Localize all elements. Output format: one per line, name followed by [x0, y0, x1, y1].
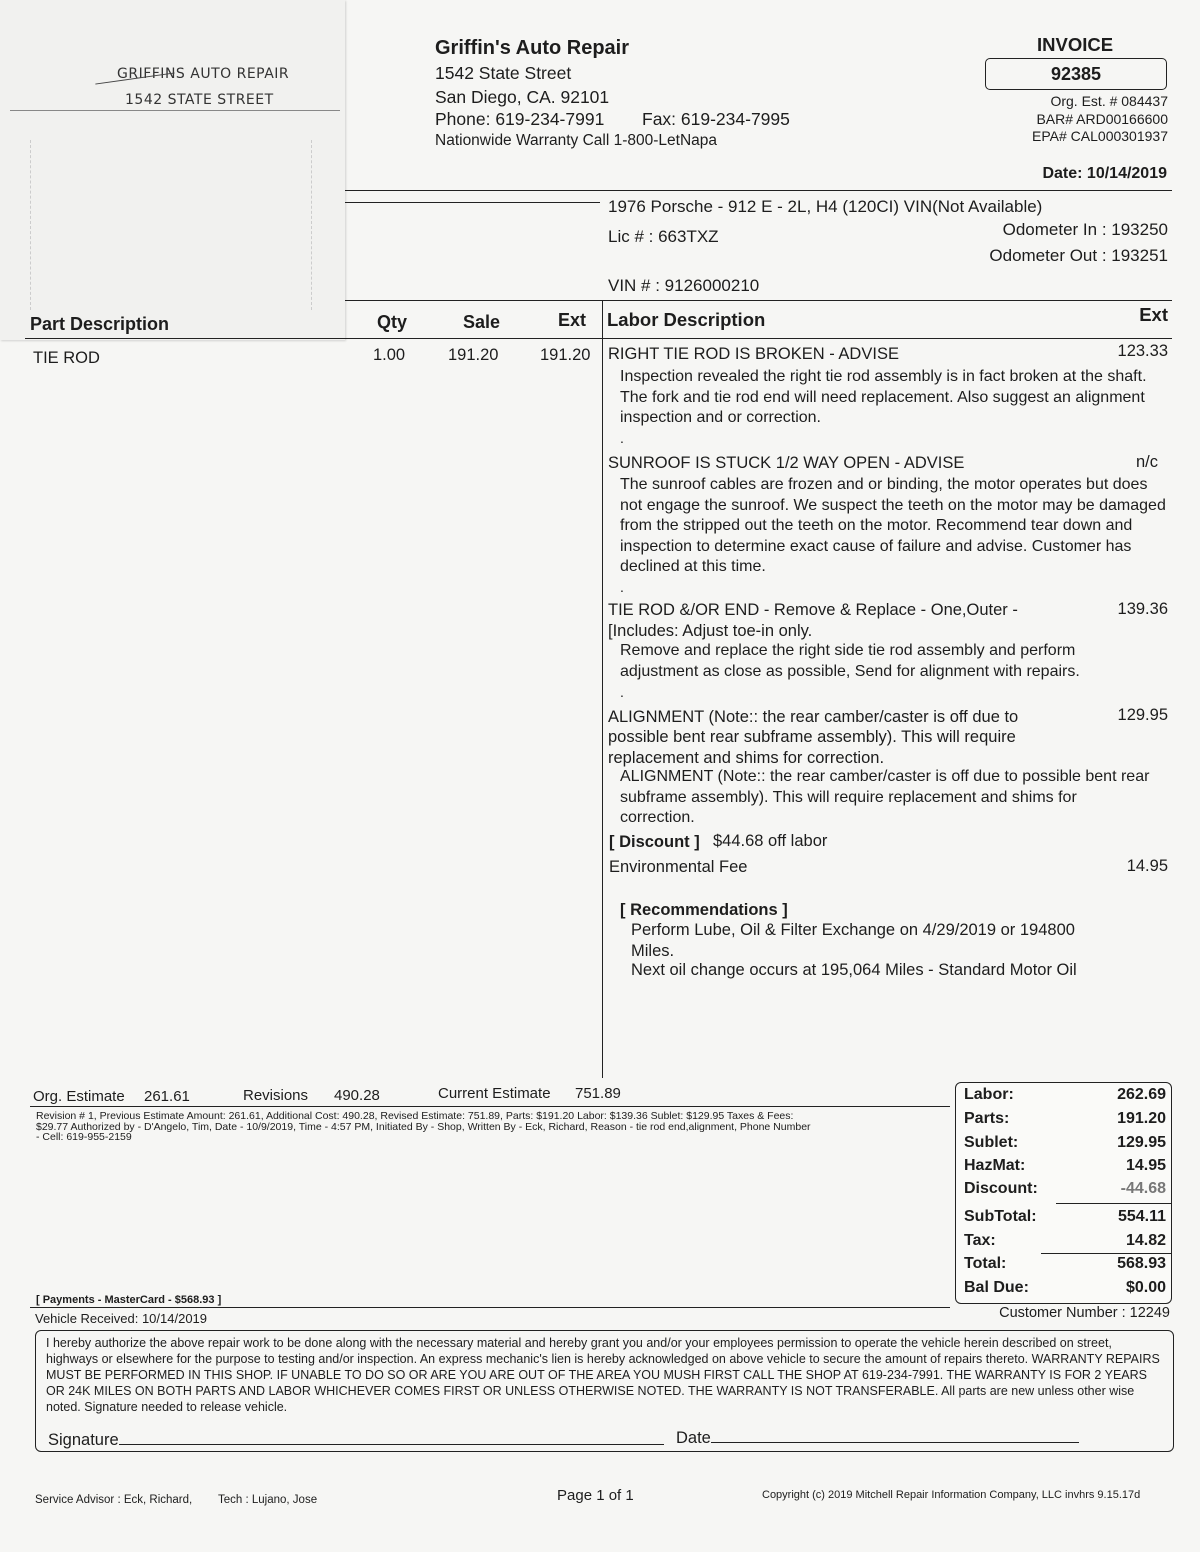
subtotal-label: SubTotal: [964, 1208, 1037, 1225]
labor-detail: The sunroof cables are frozen and or binding, the motor operates but does not engage the sunroof. We suspect the teeth on the motor may be damaged from the stripped out the teeth on the motor. Recommend tear down and inspection to determine exact cause of failure and advise. Customer has declined at this time. [620, 476, 1166, 575]
qty-header: Qty [377, 312, 408, 332]
totals-row [964, 1086, 1166, 1104]
parts-total-value: 191.20 [1117, 1110, 1166, 1127]
labor-description-header: Labor Description [607, 309, 766, 330]
tax-label: Tax: [964, 1232, 996, 1249]
org-estimate-value: 261.61 [144, 1088, 190, 1105]
labor-title: TIE ROD &/OR END - Remove & Replace - One,Outer - [608, 601, 1018, 619]
shop-fax: Fax: 619-234-7995 [642, 109, 790, 129]
terms-box [35, 1330, 1174, 1452]
signature-label: Signature [48, 1431, 119, 1449]
revisions-value: 490.28 [334, 1087, 380, 1104]
totals-row [964, 1255, 1166, 1273]
labor-ext: n/c [1135, 453, 1158, 471]
subtotal-value: 554.11 [1117, 1208, 1166, 1225]
terms-text: I hereby authorize the above repair work to be done along with the necessary material and hereby grant you and/or your employees permission to operate the vehicle herein described on street, highways or elsewhere for the purpose to testing and/or inspection. An express mechanic's lien is hereby acknowledged on above vehicle to secure the amount of repairs thereto. WARRANTY REPAIRS MUST BE PERFORMED IN THIS SHOP. IF UNABLE TO DO SO OR ARE YOU ARE OUT OF THE AREA YOU MUSH FIRST CALL THE SHOP AT 619-234-7991. THE WARRANTY IS FOR 2 YEARS OR 24K MILES ON BOTH PARTS AND LABOR WHICHEVER COMES FIRST OR UNLESS OTHERWISE NOTED. THE WARRANTY IS NOT TRANSFERABLE. All parts are new unless other wise noted. Signature needed to release vehicle. [46, 1336, 1160, 1414]
labor-title: ALIGNMENT (Note:: the rear camber/caster is off due to [608, 708, 1019, 726]
note-line-1: GRIFFINS AUTO REPAIR [117, 66, 290, 82]
customer-number: Customer Number : 12249 [999, 1305, 1170, 1321]
estimate-rule [30, 1106, 950, 1107]
sale-header: Sale [463, 312, 501, 332]
signature-field[interactable] [119, 1428, 664, 1445]
current-estimate-label: Current Estimate [438, 1085, 551, 1102]
sublet-total-label: Sublet: [964, 1134, 1019, 1151]
hazmat-total-label: HazMat: [964, 1157, 1026, 1174]
parts-total-label: Parts: [964, 1110, 1010, 1127]
labor-ext: 129.95 [1117, 706, 1168, 724]
date-field[interactable] [711, 1426, 1079, 1443]
environmental-fee-value: 14.95 [1126, 857, 1168, 875]
hazmat-total-value: 14.95 [1125, 1157, 1166, 1174]
discount-total-label: Discount: [964, 1180, 1038, 1197]
payments-text: [ Payments - MasterCard - $568.93 ] [36, 1294, 222, 1306]
org-estimate-label: Org. Estimate [33, 1088, 125, 1105]
totals-box [955, 1082, 1172, 1304]
odometer-in: Odometer In : 193250 [1002, 220, 1168, 239]
totals-row [964, 1232, 1166, 1250]
part-ext: 191.20 [540, 346, 591, 364]
labor-ext: 123.33 [1117, 342, 1168, 360]
stapled-note [0, 0, 345, 340]
labor-title-line2: [Includes: Adjust toe-in only. [608, 622, 813, 640]
table-top-rule [345, 300, 1172, 301]
balance-due-label: Bal Due: [964, 1279, 1029, 1296]
shop-warranty: Nationwide Warranty Call 1-800-LetNapa [435, 132, 718, 149]
recommendations-title: [ Recommendations ] [620, 901, 788, 919]
header-bottom-rule [25, 338, 1172, 339]
total-rule [1041, 1253, 1171, 1254]
discount-total-value: -44.68 [1120, 1180, 1166, 1197]
column-divider [602, 300, 603, 1078]
current-estimate-value: 751.89 [575, 1085, 621, 1102]
discount-text: $44.68 off labor [713, 832, 828, 850]
labor-title-line3: replacement and shims for correction. [608, 749, 885, 767]
note-faint-writing [30, 140, 312, 310]
service-advisor: Service Advisor : Eck, Richard, [35, 1494, 193, 1506]
shop-phone: Phone: 619-234-7991 [435, 109, 605, 129]
signature-line[interactable] [48, 1428, 664, 1450]
shop-street: 1542 State Street [435, 63, 572, 83]
vehicle-description: 1976 Porsche - 912 E - 2L, H4 (120CI) VIN(Not Available) [608, 197, 1043, 216]
subtotal-rule [1056, 1203, 1171, 1204]
header-rule [345, 190, 1172, 191]
part-description-header: Part Description [30, 314, 170, 334]
payments-rule [30, 1307, 950, 1308]
part-ext-header: Ext [558, 310, 587, 330]
labor-detail: Remove and replace the right side tie rod assembly and perform adjustment as close as possible, Send for alignment with repairs. [620, 642, 1080, 680]
labor-total-value: 262.69 [1117, 1086, 1166, 1103]
labor-total-label: Labor: [964, 1086, 1014, 1103]
revisions-label: Revisions [243, 1087, 309, 1104]
note-line-2: 1542 STATE STREET [125, 92, 274, 108]
recommendation-line: Next oil change occurs at 195,064 Miles - Standard Motor Oil [631, 961, 1077, 979]
labor-title: RIGHT TIE ROD IS BROKEN - ADVISE [608, 345, 899, 363]
vehicle-vin: VIN # : 9126000210 [608, 276, 760, 295]
labor-detail: Inspection revealed the right tie rod assembly is in fact broken at the shaft. The fork and tie rod end will need replacement. Also suggest an alignment inspection and or correction. [620, 368, 1147, 426]
totals-row [964, 1157, 1166, 1175]
date-line[interactable] [676, 1426, 1079, 1448]
totals-row [964, 1180, 1166, 1198]
total-value: 568.93 [1117, 1255, 1166, 1272]
org-est: Org. Est. # 084437 [1050, 93, 1168, 109]
header-rule-left [345, 202, 600, 203]
sublet-total-value: 129.95 [1117, 1134, 1166, 1151]
part-sale: 191.20 [448, 346, 499, 364]
shop-name: Griffin's Auto Repair [435, 37, 630, 59]
environmental-fee-label: Environmental Fee [609, 858, 748, 876]
labor-ext: 139.36 [1117, 600, 1168, 618]
note-divider [10, 110, 340, 111]
copyright: Copyright (c) 2019 Mitchell Repair Information Company, LLC invhrs 9.15.17d [762, 1489, 1141, 1501]
totals-row [964, 1134, 1166, 1152]
invoice-title: INVOICE [1037, 34, 1114, 55]
invoice-number: 92385 [985, 58, 1167, 90]
discount-label: [ Discount ] [609, 833, 700, 851]
odometer-out: Odometer Out : 193251 [989, 246, 1168, 265]
shop-city: San Diego, CA. 92101 [435, 87, 610, 107]
invoice-date: Date: 10/14/2019 [1042, 165, 1167, 182]
epa-number: EPA# CAL000301937 [1032, 128, 1168, 144]
totals-row [964, 1208, 1166, 1226]
labor-ext-header: Ext [1139, 304, 1168, 325]
labor-title: SUNROOF IS STUCK 1/2 WAY OPEN - ADVISE [608, 454, 965, 472]
recommendation-line: Miles. [631, 942, 675, 960]
labor-detail: ALIGNMENT (Note:: the rear camber/caster is off due to possible bent rear subframe assembly). This will require replacement and shims for correction. [620, 768, 1150, 826]
bar-number: BAR# ARD00166600 [1036, 111, 1168, 127]
technician: Tech : Lujano, Jose [218, 1494, 318, 1506]
vehicle-lic: Lic # : 663TXZ [608, 227, 719, 246]
part-qty: 1.00 [373, 346, 406, 364]
labor-dot: . [620, 684, 624, 700]
total-label: Total: [964, 1255, 1007, 1272]
labor-dot: . [620, 430, 624, 446]
date-label: Date [676, 1429, 711, 1447]
totals-row [964, 1279, 1166, 1297]
part-description: TIE ROD [33, 349, 100, 367]
tax-value: 14.82 [1125, 1232, 1166, 1249]
page-number: Page 1 of 1 [557, 1487, 634, 1504]
revision-note: Revision # 1, Previous Estimate Amount: 261.61, Additional Cost: 490.28, Revised Estimate: 751.89, Parts: $191.20 Labor: $139.36 Sublet: $129.95 Taxes & Fees: $29.77 Authorized by - D'Angelo, Tim, Date - 10/9/2019, Time - 4:57 PM, Initiated By - Shop, Written By - Eck, Richard, Reason - tie rod end,alignment, Phone Number - Cell: 619-955-2159 [36, 1110, 811, 1143]
totals-row [964, 1110, 1166, 1128]
vehicle-received: Vehicle Received: 10/14/2019 [35, 1311, 208, 1326]
balance-due-value: $0.00 [1125, 1279, 1166, 1296]
recommendation-line: Perform Lube, Oil & Filter Exchange on 4/29/2019 or 194800 [631, 921, 1075, 939]
labor-dot: . [620, 579, 624, 595]
labor-title-line2: possible bent rear subframe assembly). This will require [608, 728, 1016, 746]
